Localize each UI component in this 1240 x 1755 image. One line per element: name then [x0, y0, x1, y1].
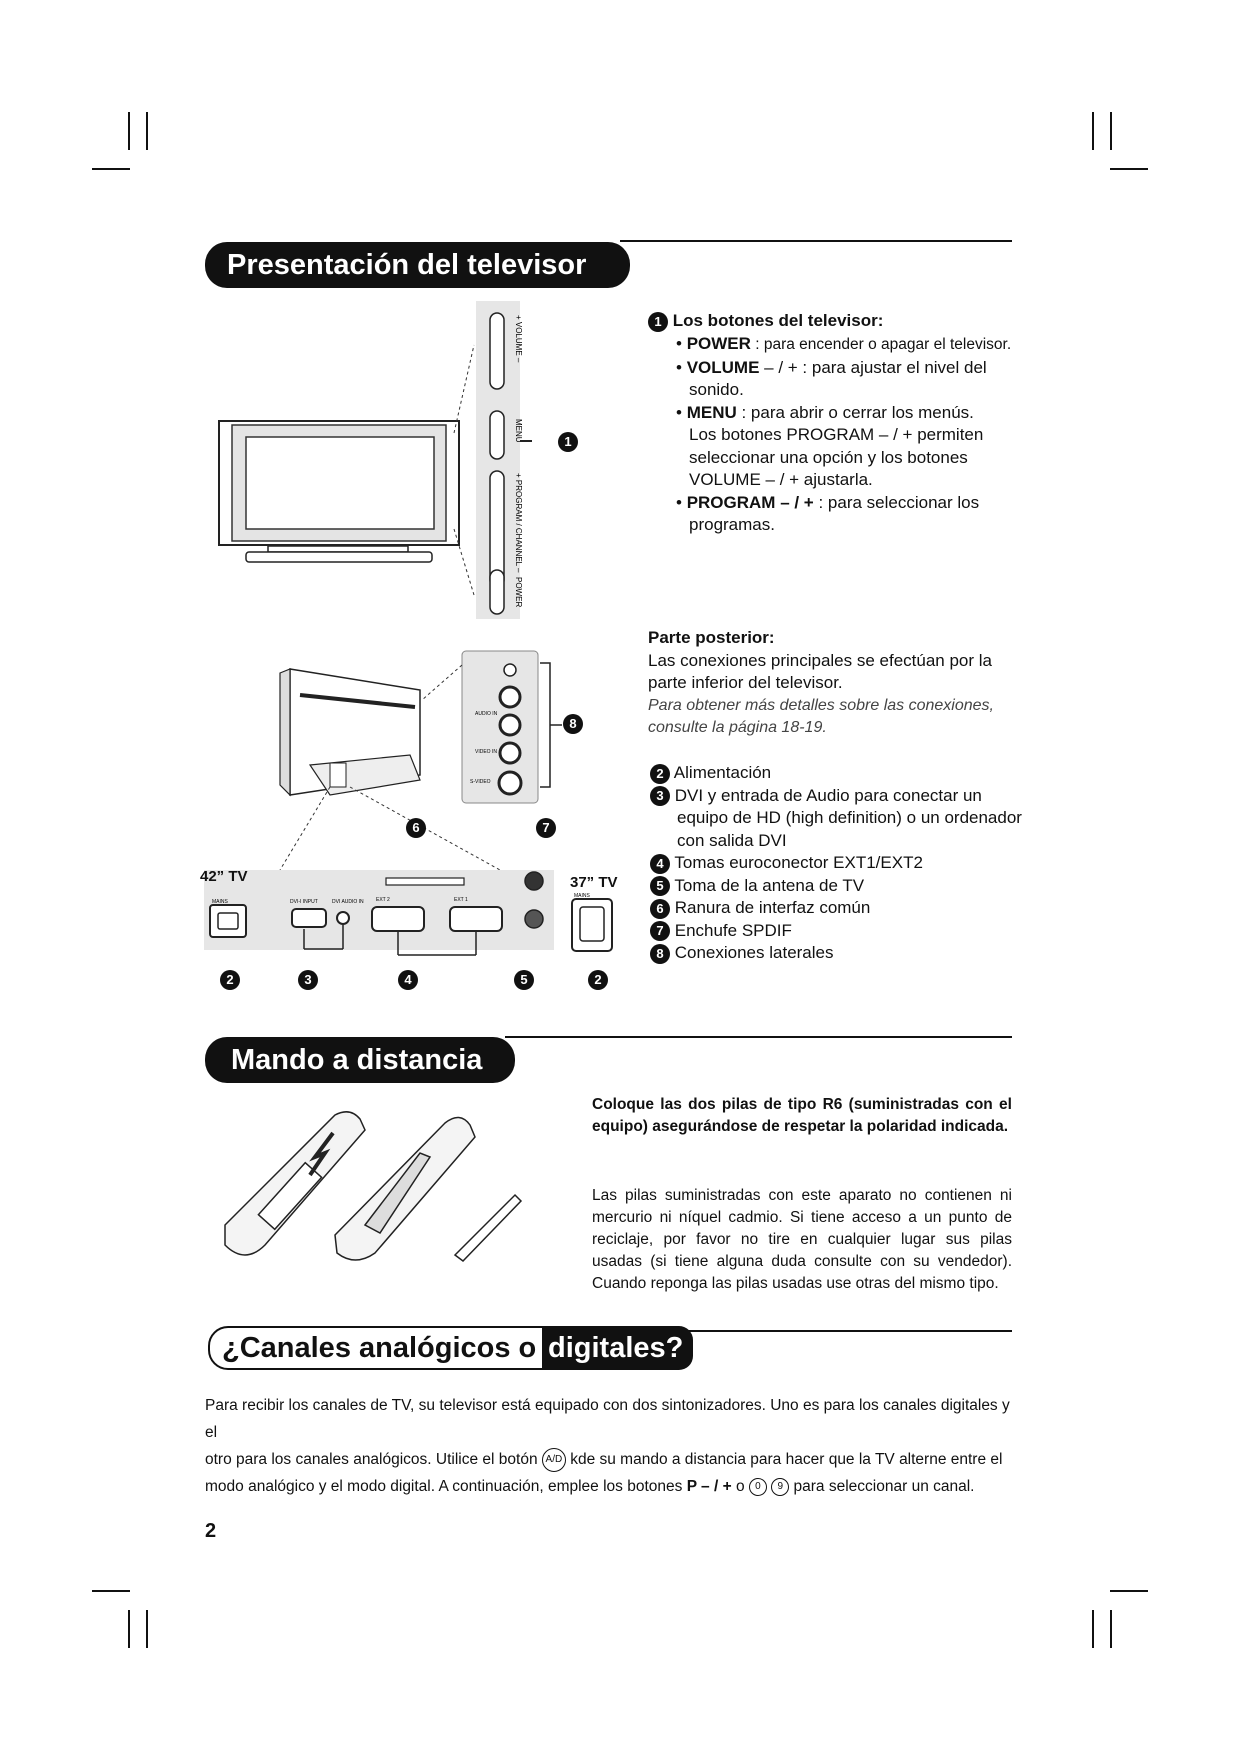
section-rule	[505, 1036, 1012, 1038]
crop-mark	[92, 1590, 130, 1592]
digit-0-icon: 0	[749, 1478, 767, 1496]
svg-text:POWER: POWER	[514, 577, 523, 608]
channels-paragraph: Para recibir los canales de TV, su televisor está equipado con dos sintonizadores. Uno es para los canales digitales y el otro para los canales analógicos. Utilice el botón A/D kde su mando a distancia para hacer que la TV alterne entre el modo analógico y el modo digital. A continuación, emplee los botones P – / + o 0 9 para seleccionar un canal.	[205, 1397, 1010, 1495]
remote-battery-diagram	[215, 1105, 535, 1265]
svg-text:MAINS: MAINS	[212, 899, 228, 905]
section-title-remote: Mando a distancia	[205, 1037, 515, 1083]
callout-2-right: 2	[588, 970, 608, 990]
remote-instructions-bold: Coloque las dos pilas de tipo R6 (suministradas con el equipo) asegurándose de respetar la polaridad indicada.	[592, 1096, 1012, 1135]
crop-mark	[1110, 1590, 1148, 1592]
section-rule	[620, 240, 1012, 242]
crop-mark	[1110, 168, 1148, 170]
callout-5: 5	[514, 970, 534, 990]
svg-text:EXT 1: EXT 1	[454, 897, 468, 903]
svg-text:MENU: MENU	[514, 419, 523, 443]
callout-2-left: 2	[220, 970, 240, 990]
label-42-tv: 42” TV	[200, 868, 248, 885]
svg-text:AUDIO IN: AUDIO IN	[475, 711, 498, 717]
section-title-channels-part2: digitales?	[542, 1326, 693, 1370]
tv-buttons-list: • POWER : para encender o apagar el televisor. • VOLUME – / + : para ajustar el nivel del sonido. • MENU : para abrir o cerrar los menús. Los botones PROGRAM – / + permiten seleccionar una opción y los botones VOLUME – / + ajustarla. • PROGRAM – / + : para seleccionar los programas.	[676, 334, 1012, 534]
svg-text:S-VIDEO: S-VIDEO	[470, 779, 491, 785]
callout-8: 8	[563, 714, 583, 734]
section-title-channels-part1: ¿Canales analógicos o	[222, 1332, 537, 1364]
svg-text:VIDEO IN: VIDEO IN	[475, 749, 497, 755]
crop-mark	[1092, 112, 1094, 150]
callout-3: 3	[298, 970, 318, 990]
tv-buttons-heading: 1 Los botones del televisor:	[648, 310, 883, 333]
svg-text:+ PROGRAM / CHANNEL –: + PROGRAM / CHANNEL –	[514, 473, 523, 573]
svg-text:DVI-I INPUT: DVI-I INPUT	[290, 899, 318, 905]
remote-battery-info: Las pilas suministradas con este aparato no contienen ni mercurio ni níquel cadmio. Si tiene acceso a un punto de reciclaje, por favor no tire en cualquier lugar sus pilas usadas (si tiene alguna duda consulte con su vendedor). Cuando reponga las pilas usadas use otras del mismo tipo.	[592, 1187, 1012, 1292]
callout-6: 6	[406, 818, 426, 838]
page-number: 2	[205, 1520, 217, 1542]
svg-text:EXT 2: EXT 2	[376, 897, 390, 903]
svg-text:DVI AUDIO IN: DVI AUDIO IN	[332, 899, 364, 905]
rear-connections-list: 2 Alimentación 3 DVI y entrada de Audio para conectar un equipo de HD (high definition) o un ordenador con salida DVI 4 Tomas euroconector EXT1/EXT2 5 Toma de la antena de TV 6 Ranura de interfaz común 7 Enchufe SPDIF 8 Conexiones laterales	[650, 762, 1040, 965]
svg-text:MAINS: MAINS	[574, 893, 590, 899]
svg-text:+ VOLUME –: + VOLUME –	[514, 315, 523, 363]
crop-mark	[146, 112, 148, 150]
digit-9-icon: 9	[771, 1478, 789, 1496]
crop-mark	[1092, 1610, 1094, 1648]
crop-mark	[1110, 1610, 1112, 1648]
callout-4: 4	[398, 970, 418, 990]
callout-1: 1	[558, 432, 578, 452]
crop-mark	[92, 168, 130, 170]
section-title-presentation: Presentación del televisor	[205, 242, 630, 288]
crop-mark	[128, 1610, 130, 1648]
section-rule	[680, 1330, 1012, 1332]
crop-mark	[128, 112, 130, 150]
tv-front-diagram	[210, 295, 540, 625]
crop-mark	[1110, 112, 1112, 150]
crop-mark	[146, 1610, 148, 1648]
callout-7: 7	[536, 818, 556, 838]
rear-text-block: Parte posterior: Las conexiones principales se efectúan por la parte inferior del televisor. Para obtener más detalles sobre las conexiones, consulte la página 18-19.	[648, 628, 994, 736]
label-37-tv: 37” TV	[570, 874, 618, 891]
ad-button-icon: A/D	[542, 1448, 566, 1472]
